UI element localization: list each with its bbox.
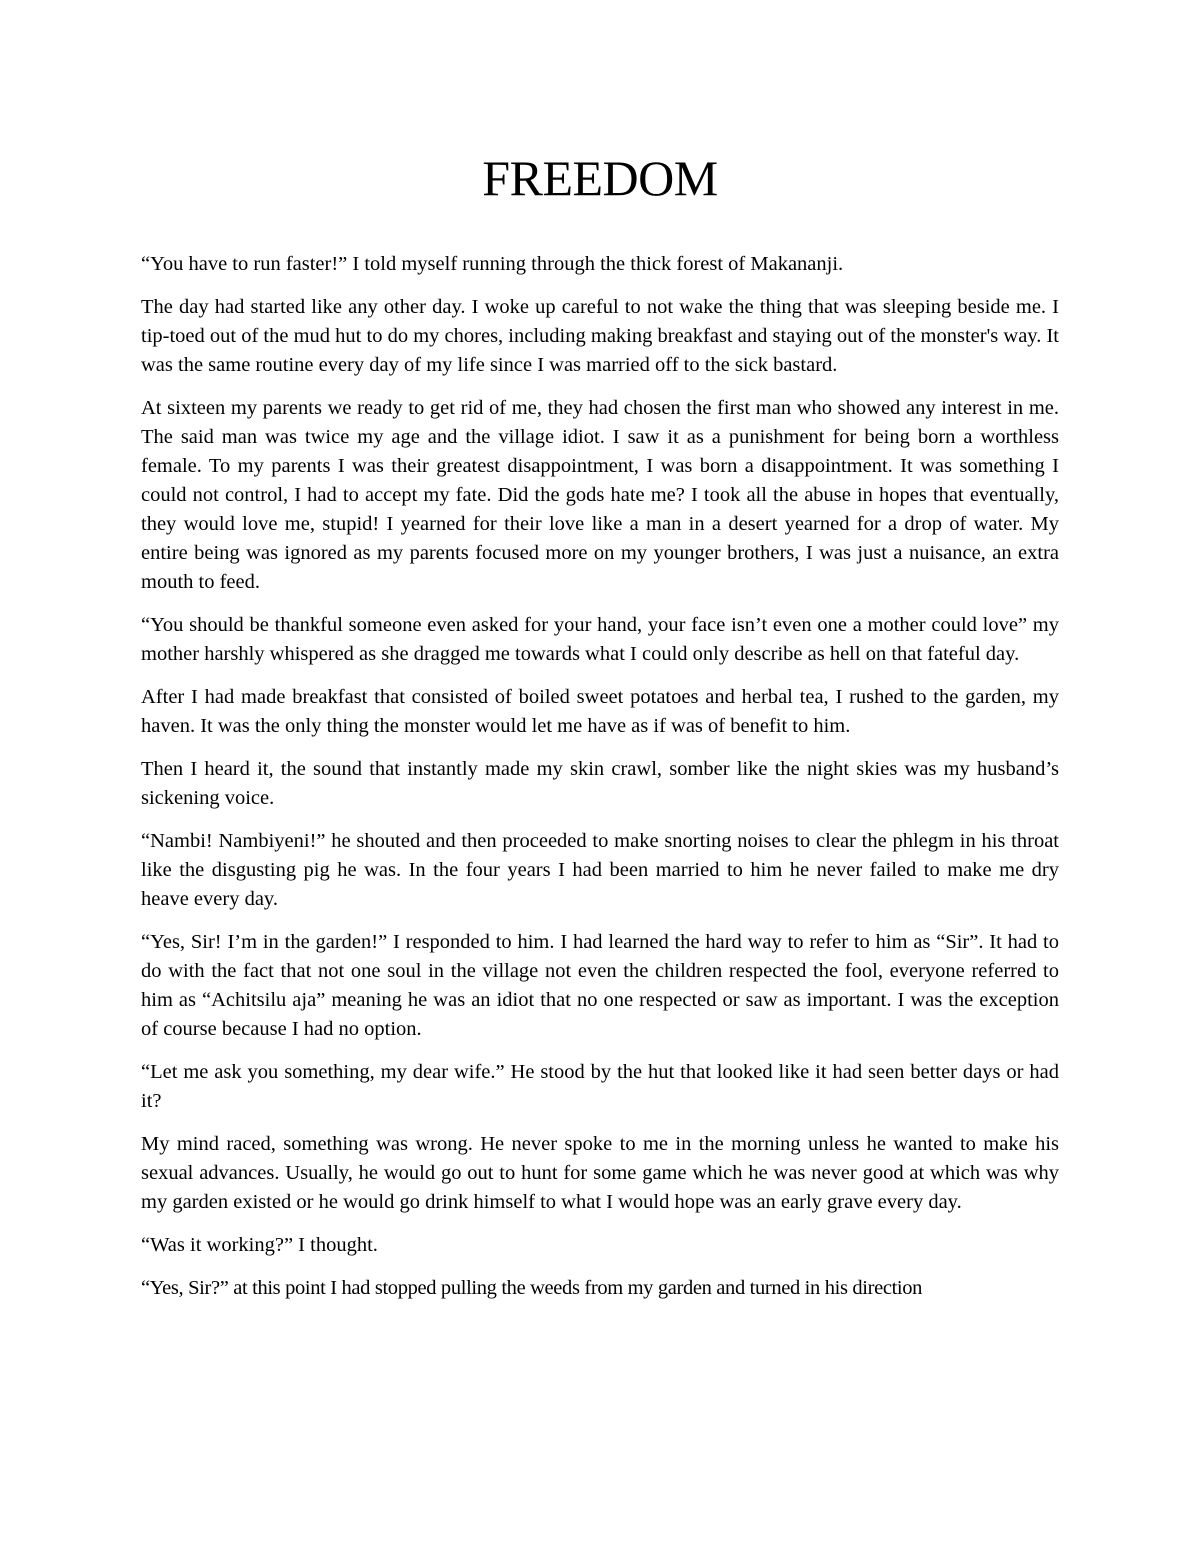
paragraph: “Was it working?” I thought. <box>141 1234 378 1256</box>
paragraph: After I had made breakfast that consisted of boiled sweet potatoes and herbal tea, I rushed to the garden, my haven. It was the only thing the monster would let me have as if was of benefit to him. <box>141 686 1059 737</box>
paragraph: Then I heard it, the sound that instantly made my skin crawl, somber like the night skies was my husband’s sickening voice. <box>141 758 1059 809</box>
document-title: FREEDOM <box>482 150 718 206</box>
paragraph: “You should be thankful someone even asked for your hand, your face isn’t even one a mother could love” my mother harshly whispered as she dragged me towards what I could only describe as hell on that fateful day. <box>141 614 1059 665</box>
paragraph: “You have to run faster!” I told myself running through the thick forest of Makananji. <box>141 253 844 275</box>
paragraph: “Yes, Sir?” at this point I had stopped pulling the weeds from my garden and turned in his direction <box>141 1277 923 1299</box>
paragraph: At sixteen my parents we ready to get rid of me, they had chosen the first man who showed any interest in me. The said man was twice my age and the village idiot. I saw it as a punishment for being born a worthless female. To my parents I was their greatest disappointment, I was born a disappointment. It was something I could not control, I had to accept my fate. Did the gods hate me? I took all the abuse in hopes that eventually, they would love me, stupid! I yearned for their love like a man in a desert yearned for a drop of water. My entire being was ignored as my parents focused more on my younger brothers, I was just a nuisance, an extra mouth to feed. <box>141 397 1059 593</box>
paragraph: “Nambi! Nambiyeni!” he shouted and then proceeded to make snorting noises to clear the phlegm in his throat like the disgusting pig he was. In the four years I had been married to him he never failed to make me dry heave every day. <box>141 830 1059 910</box>
paragraph: “Let me ask you something, my dear wife.” He stood by the hut that looked like it had seen better days or had it? <box>141 1061 1059 1112</box>
paragraph: My mind raced, something was wrong. He never spoke to me in the morning unless he wanted to make his sexual advances. Usually, he would go out to hunt for some game which he was never good at which was why my garden existed or he would go drink himself to what I would hope was an early grave every day. <box>141 1133 1059 1213</box>
paragraph: “Yes, Sir! I’m in the garden!” I responded to him. I had learned the hard way to refer to him as “Sir”. It had to do with the fact that not one soul in the village not even the children respected the fool, everyone referred to him as “Achitsilu aja” meaning he was an idiot that no one respected or saw as important. I was the exception of course because I had no option. <box>141 931 1059 1040</box>
paragraph: The day had started like any other day. I woke up careful to not wake the thing that was sleeping beside me. I tip-toed out of the mud hut to do my chores, including making breakfast and staying out of the monster's way. It was the same routine every day of my life since I was married off to the sick bastard. <box>141 296 1059 376</box>
document-body <box>141 250 1059 1317</box>
